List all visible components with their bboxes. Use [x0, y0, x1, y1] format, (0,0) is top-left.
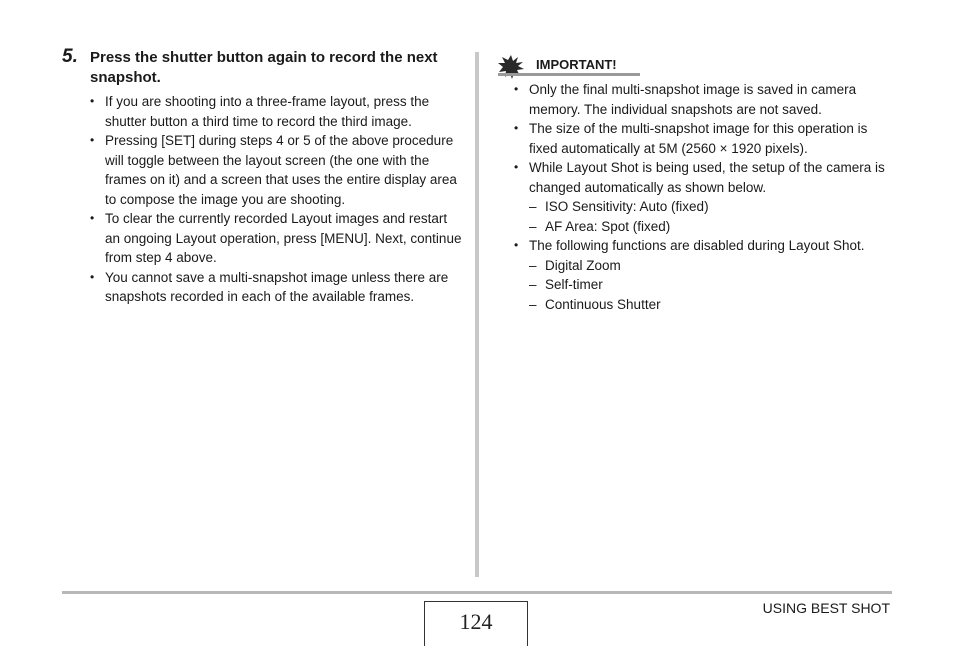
sub-list-item: – Digital Zoom — [529, 256, 898, 276]
list-item — [514, 158, 898, 236]
important-bullet-list — [498, 80, 898, 314]
sub-list-item: – Continuous Shutter — [529, 295, 898, 315]
list-item-text: The size of the multi-snapshot image for this operation is fixed automatically at 5M (2560 × 1920 pixels). — [529, 121, 868, 156]
page-number: 124 — [459, 609, 493, 634]
list-item-text: Only the final multi-snapshot image is saved in camera memory. The individual snapshots are not saved. — [529, 82, 857, 117]
section-title: USING BEST SHOT — [762, 600, 890, 616]
footer-rule — [62, 591, 892, 594]
important-underline — [498, 73, 640, 76]
page-number-box — [424, 601, 528, 646]
list-item: • Pressing [SET] during steps 4 or 5 of the above procedure will toggle between the layout screen (the one with the frames on it) and a screen that uses the entire display area to compose the image you are shooting. — [90, 131, 462, 209]
list-item: • To clear the currently recorded Layout images and restart an ongoing Layout operation, press [MENU]. Next, continue from step 4 above. — [90, 209, 462, 268]
important-heading — [498, 52, 898, 78]
step-number: 5. — [62, 46, 78, 67]
list-item-text: While Layout Shot is being used, the setup of the camera is changed automatically as shown below. — [529, 160, 885, 195]
list-item — [514, 119, 898, 158]
sub-list — [529, 197, 898, 236]
sub-list-item: – Self-timer — [529, 275, 898, 295]
list-item — [514, 236, 898, 314]
list-item: • You cannot save a multi-snapshot image unless there are snapshots recorded in each of the available frames. — [90, 268, 462, 307]
column-divider — [475, 52, 479, 577]
sub-list-item: – ISO Sensitivity: Auto (fixed) — [529, 197, 898, 217]
list-item — [514, 80, 898, 119]
important-label: IMPORTANT! — [536, 57, 617, 72]
step-heading — [62, 48, 462, 88]
step-bullet-list — [62, 92, 462, 307]
sub-list — [529, 256, 898, 315]
list-item: • If you are shooting into a three-frame layout, press the shutter button a third time to record the third image. — [90, 92, 462, 131]
list-item-text: The following functions are disabled during Layout Shot. — [529, 238, 865, 253]
sub-list-item: – AF Area: Spot (fixed) — [529, 217, 898, 237]
step-title: Press the shutter button again to record the next snapshot. — [90, 49, 438, 86]
step-section — [62, 48, 462, 307]
important-section — [498, 52, 898, 314]
